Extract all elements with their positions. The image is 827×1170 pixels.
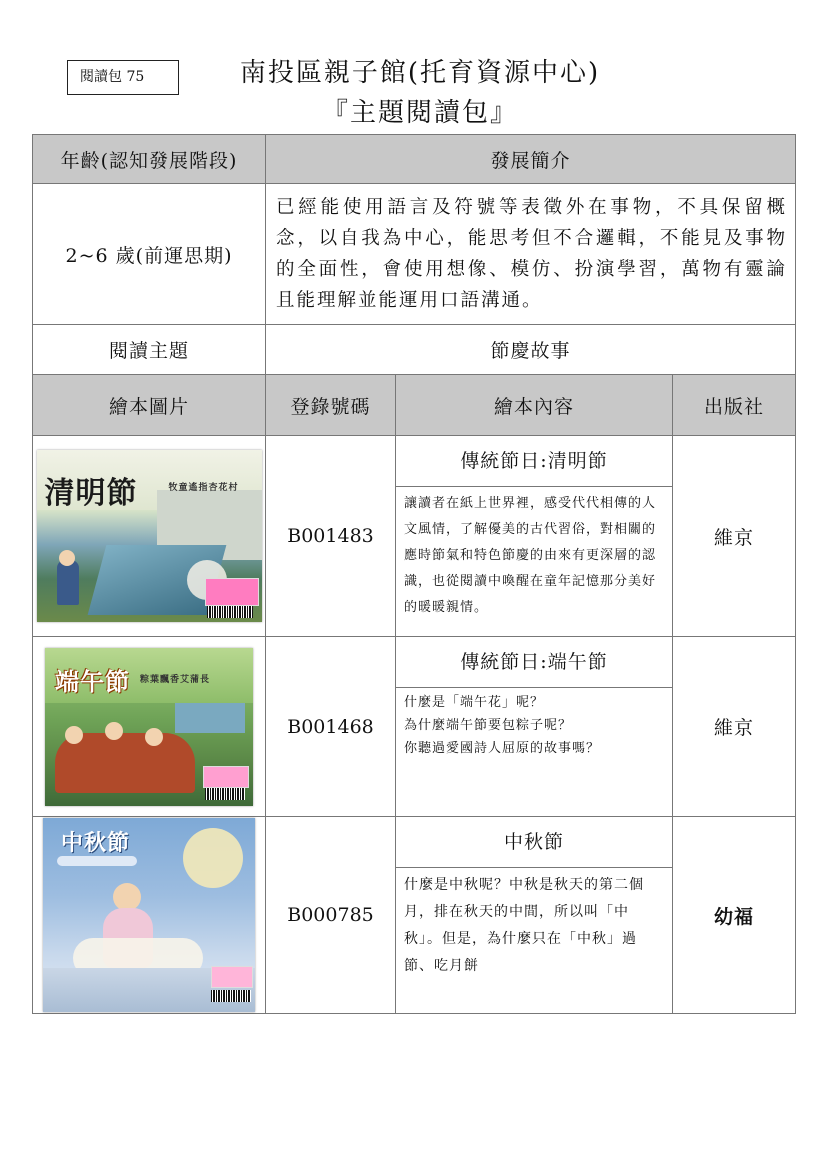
col-header-content: 繪本內容 [396, 375, 673, 436]
book-cover-subtitle: 牧童遙指杏花村 [168, 483, 239, 493]
table-row [33, 817, 796, 1014]
col-header-publisher: 出版社 [673, 375, 796, 436]
book-cover-image [43, 818, 255, 1012]
book-cover-title: 端午節 [55, 667, 130, 696]
book-title: 傳統節日:端午節 [396, 637, 672, 688]
book-cover-cell [33, 637, 266, 817]
reading-pack-table [32, 134, 796, 1014]
book-publisher: 幼福 [673, 817, 796, 1014]
book-cover-image [37, 450, 262, 622]
book-title: 中秋節 [396, 817, 672, 868]
reading-pack-label: 閱讀包 75 [67, 60, 179, 95]
development-header: 發展簡介 [266, 135, 796, 184]
table-row [33, 436, 796, 637]
book-description: 什麼是中秋呢？中秋是秋天的第二個月，排在秋天的中間，所以叫「中秋」。但是，為什麼只在「中秋」過節、吃月餅 [404, 877, 644, 974]
book-publisher: 維京 [673, 436, 796, 637]
page-subtitle: 『主題閱讀包』 [321, 98, 518, 128]
col-header-code: 登錄號碼 [266, 375, 396, 436]
book-cover-image [45, 648, 253, 806]
book-publisher: 維京 [673, 637, 796, 817]
book-code: B001483 [266, 436, 396, 637]
development-text: 已經能使用語言及符號等表徵外在事物，不具保留概念，以自我為中心，能思考但不合邏輯，不能見及事物的全面性，會使用想像、模仿、扮演學習，萬物有靈論且能理解並能運用口語溝通。 [266, 184, 796, 325]
book-title: 傳統節日:清明節 [396, 436, 672, 487]
theme-value: 節慶故事 [266, 325, 796, 375]
book-cover-cell [33, 817, 266, 1014]
book-code: B001468 [266, 637, 396, 817]
age-header: 年齡(認知發展階段) [33, 135, 266, 184]
book-cover-subtitle: 粽葉飄香艾蒲長 [140, 674, 211, 685]
book-cover-title: 清明節 [44, 476, 138, 511]
col-header-image: 繪本圖片 [33, 375, 266, 436]
book-cover-title: 中秋節 [61, 831, 131, 856]
table-row [33, 637, 796, 817]
book-cover-cell [33, 436, 266, 637]
book-code: B000785 [266, 817, 396, 1014]
page-title: 南投區親子館(托育資源中心) [239, 58, 601, 88]
theme-label: 閱讀主題 [33, 325, 266, 375]
book-description: 讓讀者在紙上世界裡，感受代代相傳的人文風情，了解優美的古代習俗，對相關的應時節氣和特色節慶的由來有更深層的認識，也從閱讀中喚醒在童年記憶那分美好的暖暖親情。 [404, 496, 657, 615]
age-value: 2~6 歲(前運思期) [33, 184, 266, 325]
book-description: 什麼是「端午花」呢？ 為什麼端午節要包粽子呢？ 你聽過愛國詩人屈原的故事嗎？ [404, 695, 601, 756]
